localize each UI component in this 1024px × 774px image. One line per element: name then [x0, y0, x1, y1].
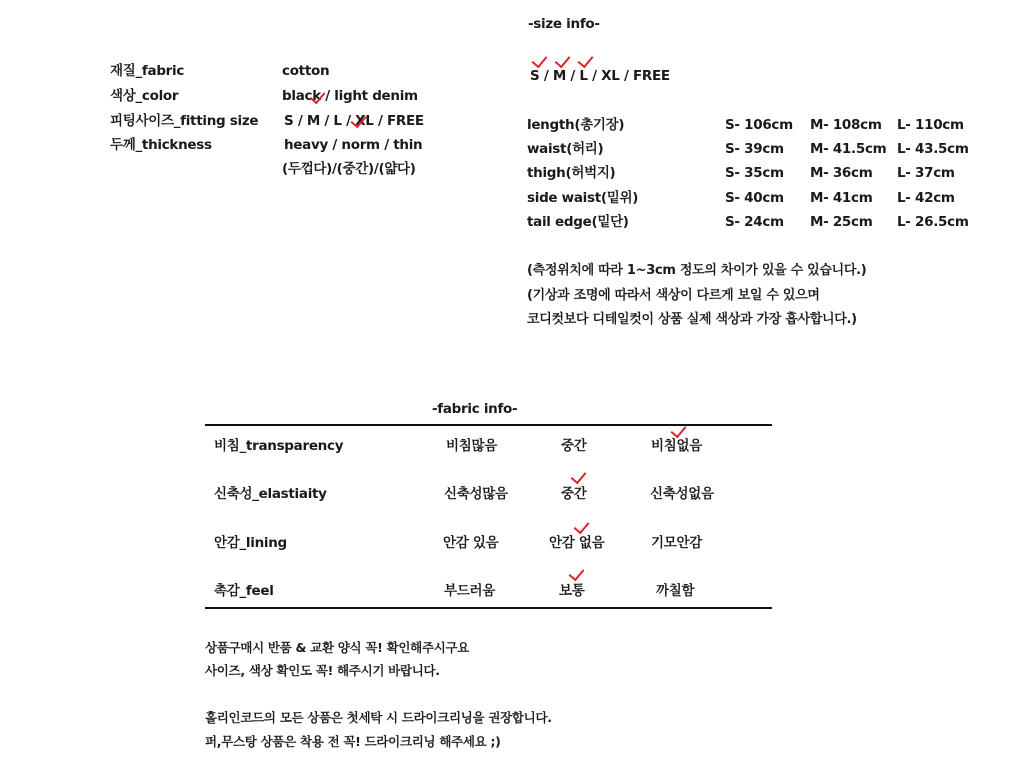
- bottom-note: 상품구매시 반품 & 교환 양식 꼭! 확인해주시구요: [205, 640, 470, 655]
- fabric-row-label: 촉감_feel: [214, 583, 274, 599]
- bottom-note: 홀리인코드의 모든 상품은 첫세탁 시 드라이크리닝을 권장합니다.: [205, 710, 552, 725]
- fabric-row-label: 안감_lining: [214, 535, 287, 551]
- size-row-s: S- 106cm: [725, 117, 793, 133]
- size-note: (측정위치에 따라 1~3cm 정도의 차이가 있을 수 있습니다.): [527, 263, 867, 278]
- thickness-sub: (두껍다)/(중간)/(얇다): [282, 161, 416, 177]
- size-row-label: tail edge(밑단): [527, 214, 629, 230]
- size-row-label: side waist(밑위): [527, 190, 639, 206]
- size-row-s: S- 24cm: [725, 214, 784, 230]
- fabric-row-opt2: 안감 없음: [549, 535, 605, 551]
- fabric-table-bottom-rule: [205, 607, 772, 609]
- size-check-s-icon: [532, 52, 548, 69]
- fabric-row-opt3: 까칠함: [656, 583, 695, 599]
- fabric-table-top-rule: [205, 424, 772, 426]
- size-row-s: S- 35cm: [725, 165, 784, 181]
- size-row-s: S- 40cm: [725, 190, 784, 206]
- thickness-value: heavy / norm / thin: [284, 137, 423, 153]
- size-check-m-icon: [555, 52, 571, 69]
- size-row-s: S- 39cm: [725, 141, 784, 157]
- fabric-row-opt1: 비침많음: [446, 438, 497, 454]
- feel-check-icon: [569, 565, 585, 582]
- size-row-m: M- 25cm: [810, 214, 873, 230]
- fabric-row-opt2: 중간: [561, 438, 587, 454]
- fabric-label: 재질_fabric: [110, 63, 185, 79]
- size-check-l-icon: [578, 52, 594, 69]
- fabric-row-opt1: 부드러움: [444, 583, 495, 599]
- fabric-row-opt2: 중간: [561, 486, 587, 502]
- fabric-row-opt3: 신축성없음: [650, 486, 714, 502]
- color-value: black / light denim: [282, 88, 418, 104]
- fitting-size-value: S / M / L / XL / FREE: [284, 113, 424, 129]
- size-row-m: M- 36cm: [810, 165, 873, 181]
- size-options: S / M / L / XL / FREE: [530, 68, 670, 84]
- size-note: (기상과 조명에 따라서 색상이 다르게 보일 수 있으며: [527, 288, 820, 303]
- elasticity-check-icon: [571, 468, 587, 485]
- size-row-l: L- 110cm: [897, 117, 964, 133]
- color-label: 색상_color: [110, 88, 179, 104]
- lining-check-icon: [574, 518, 590, 535]
- fabric-row-opt3: 기모안감: [651, 535, 702, 551]
- size-row-label: thigh(허벅지): [527, 165, 616, 181]
- fabric-info-title: -fabric info-: [432, 401, 518, 417]
- size-row-l: L- 37cm: [897, 165, 955, 181]
- size-row-m: M- 41.5cm: [810, 141, 887, 157]
- size-row-label: length(총기장): [527, 117, 625, 133]
- fabric-row-opt2: 보통: [559, 583, 585, 599]
- size-info-title: -size info-: [528, 16, 600, 32]
- fabric-row-opt1: 신축성많음: [444, 486, 508, 502]
- size-note: 코디컷보다 디테일컷이 상품 실제 색상과 가장 흡사합니다.): [527, 312, 857, 327]
- size-row-l: L- 26.5cm: [897, 214, 969, 230]
- size-row-m: M- 41cm: [810, 190, 873, 206]
- fabric-row-opt3: 비침없음: [651, 438, 702, 454]
- size-row-label: waist(허리): [527, 141, 604, 157]
- bottom-note: 사이즈, 색상 확인도 꼭! 해주시기 바랍니다.: [205, 663, 440, 678]
- bottom-note: 퍼,무스탕 상품은 착용 전 꼭! 드라이크리닝 해주세요 ;): [205, 734, 501, 749]
- size-row-l: L- 43.5cm: [897, 141, 969, 157]
- fabric-row-opt1: 안감 있음: [443, 535, 499, 551]
- fabric-row-label: 비침_transparency: [214, 438, 344, 454]
- thickness-label: 두께_thickness: [110, 137, 212, 153]
- fitting-size-label: 피팅사이즈_fitting size: [110, 113, 259, 129]
- fabric-row-label: 신축성_elastiaity: [214, 486, 327, 502]
- size-row-l: L- 42cm: [897, 190, 955, 206]
- fabric-value: cotton: [282, 63, 330, 79]
- size-row-m: M- 108cm: [810, 117, 882, 133]
